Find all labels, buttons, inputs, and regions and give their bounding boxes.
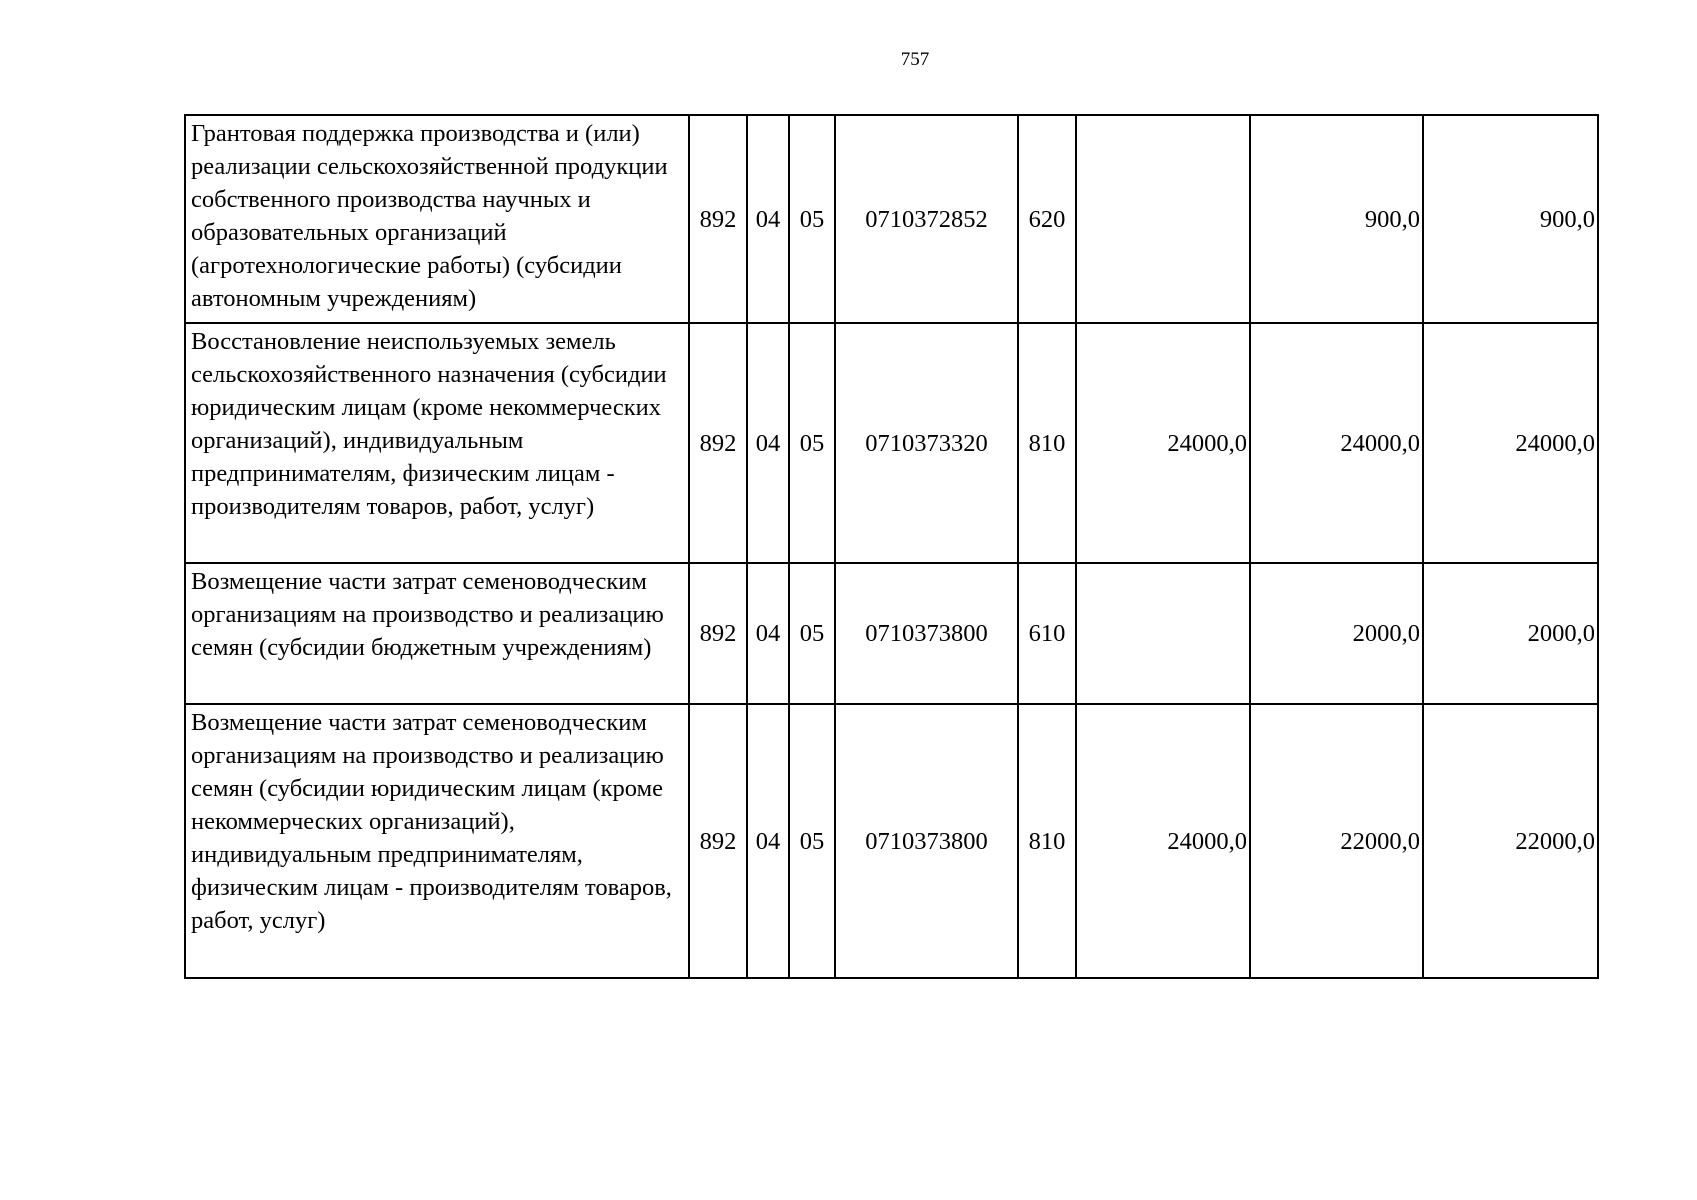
ministry-code: 892 [689,115,747,323]
subsection-code: 05 [789,323,835,563]
section-code: 04 [747,563,789,704]
amount-3: 900,0 [1423,115,1598,323]
row-description: Грантовая поддержка производства и (или) реализации сельскохозяйственной продукции собственного производства научных и образовательных организаций (агротехнологические работы) (субсидии автономным учреждениям) [185,115,689,323]
amount-2: 22000,0 [1250,704,1423,978]
row-description: Восстановление неиспользуемых земель сельскохозяйственного назначения (субсидии юридическим лицам (кроме некоммерческих организаций), индивидуальным предпринимателям, физическим лицам - производителям товаров, работ, услуг) [185,323,689,563]
ministry-code: 892 [689,563,747,704]
amount-3: 2000,0 [1423,563,1598,704]
amount-1 [1076,115,1250,323]
row-description: Возмещение части затрат семеноводческим организациям на производство и реализацию семян (субсидии бюджетным учреждениям) [185,563,689,704]
section-code: 04 [747,115,789,323]
amount-1 [1076,563,1250,704]
amount-1: 24000,0 [1076,323,1250,563]
amount-2: 2000,0 [1250,563,1423,704]
expense-type-code: 620 [1018,115,1076,323]
ministry-code: 892 [689,704,747,978]
expense-type-code: 610 [1018,563,1076,704]
section-code: 04 [747,323,789,563]
target-article-code: 0710372852 [835,115,1018,323]
amount-1: 24000,0 [1076,704,1250,978]
amount-3: 24000,0 [1423,323,1598,563]
amount-2: 900,0 [1250,115,1423,323]
table-row [185,704,1598,978]
target-article-code: 0710373800 [835,704,1018,978]
page-number: 757 [900,49,930,70]
subsection-code: 05 [789,563,835,704]
target-article-code: 0710373320 [835,323,1018,563]
table-row [185,115,1598,323]
amount-3: 22000,0 [1423,704,1598,978]
section-code: 04 [747,704,789,978]
subsection-code: 05 [789,115,835,323]
amount-2: 24000,0 [1250,323,1423,563]
budget-table [184,114,1599,979]
row-description: Возмещение части затрат семеноводческим организациям на производство и реализацию семян (субсидии юридическим лицам (кроме некоммерческих организаций), индивидуальным предпринимателям, физическим лицам - производителям товаров, работ, услуг) [185,704,689,978]
subsection-code: 05 [789,704,835,978]
table-row [185,323,1598,563]
table-row [185,563,1598,704]
expense-type-code: 810 [1018,704,1076,978]
ministry-code: 892 [689,323,747,563]
expense-type-code: 810 [1018,323,1076,563]
target-article-code: 0710373800 [835,563,1018,704]
